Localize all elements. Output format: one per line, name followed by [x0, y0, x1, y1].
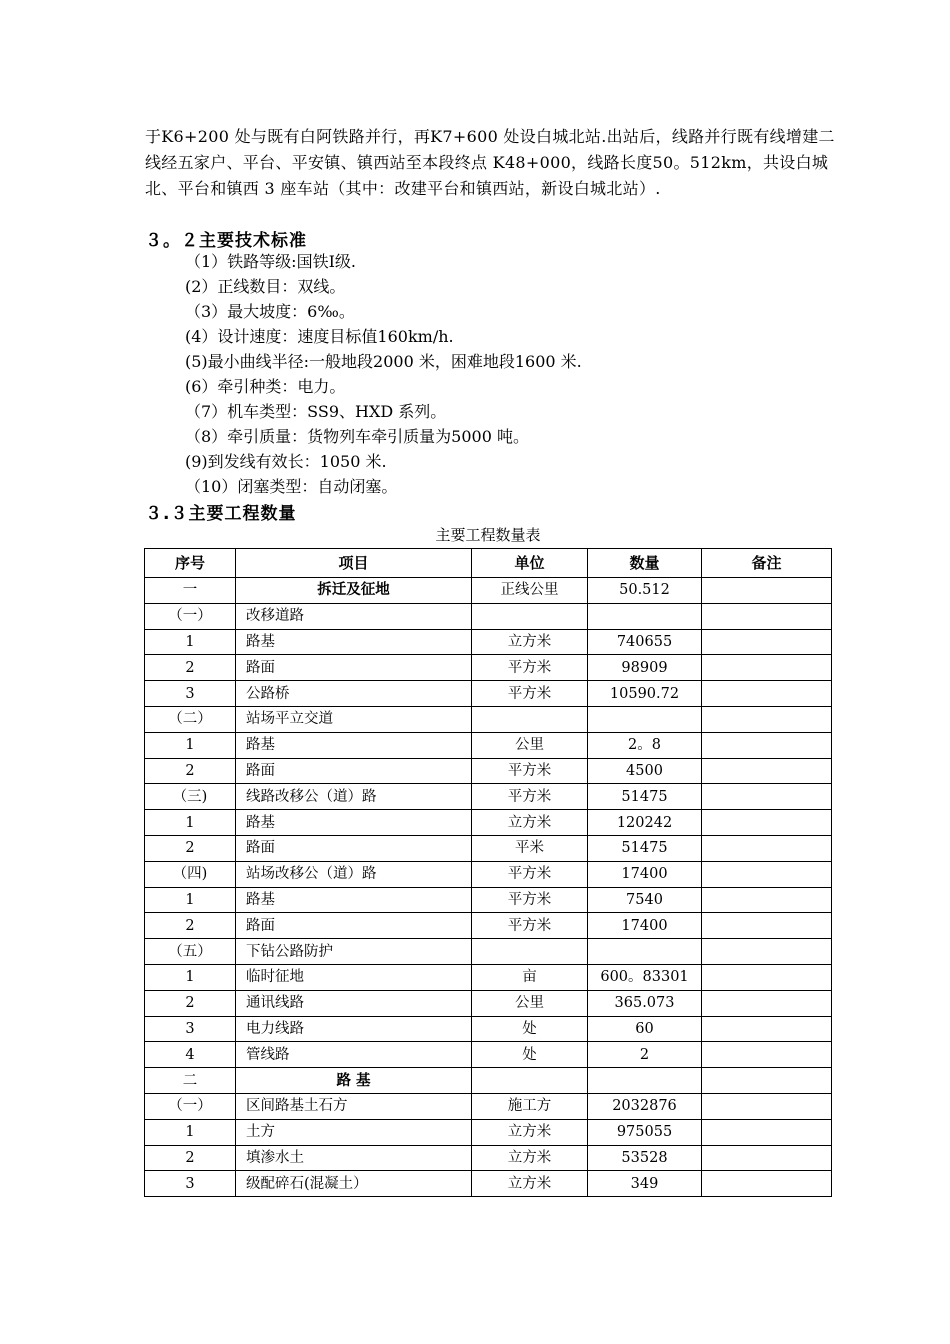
cell-item: 公路桥	[236, 681, 472, 707]
cell-unit: 平方米	[472, 681, 588, 707]
cell-item: 电力线路	[236, 1016, 472, 1042]
cell-remark	[702, 964, 832, 990]
table-row	[145, 655, 832, 681]
cell-quantity	[588, 706, 702, 732]
table-body	[145, 578, 832, 1197]
cell-quantity: 2	[588, 1042, 702, 1068]
cell-unit	[472, 603, 588, 629]
header-item: 项目	[236, 549, 472, 578]
cell-item: 路面	[236, 655, 472, 681]
header-remark: 备注	[702, 549, 832, 578]
cell-item: 路基	[236, 732, 472, 758]
cell-unit: 处	[472, 1016, 588, 1042]
cell-index: （四)	[145, 861, 236, 887]
cell-item: 线路改移公（道）路	[236, 784, 472, 810]
standard-item: (6）牵引种类：电力。	[185, 377, 346, 396]
cell-index: 3	[145, 681, 236, 707]
cell-index: 一	[145, 578, 236, 604]
cell-index: 2	[145, 758, 236, 784]
cell-index: 二	[145, 1068, 236, 1094]
cell-quantity	[588, 939, 702, 965]
cell-index: 2	[145, 1145, 236, 1171]
header-quantity: 数量	[588, 549, 702, 578]
cell-unit: 公里	[472, 990, 588, 1016]
cell-quantity	[588, 603, 702, 629]
cell-remark	[702, 732, 832, 758]
cell-remark	[702, 758, 832, 784]
cell-index: 1	[145, 1119, 236, 1145]
cell-index: 3	[145, 1171, 236, 1197]
table-row	[145, 861, 832, 887]
cell-quantity: 53528	[588, 1145, 702, 1171]
standard-item: （1）铁路等级:国铁Ⅰ级.	[185, 252, 356, 271]
section-heading-3-3: ３.３主要工程数量	[145, 504, 297, 524]
standard-item: (9)到发线有效长：1050 米.	[185, 452, 387, 471]
table-row	[145, 810, 832, 836]
table-row	[145, 681, 832, 707]
cell-index: （一）	[145, 603, 236, 629]
cell-remark	[702, 1068, 832, 1094]
cell-item: 拆迁及征地	[236, 578, 472, 604]
cell-quantity	[588, 1068, 702, 1094]
table-row	[145, 1119, 832, 1145]
cell-unit: 平方米	[472, 887, 588, 913]
standard-item: （3）最大坡度：6‰。	[185, 302, 355, 321]
table-row	[145, 603, 832, 629]
cell-item: 路基	[236, 887, 472, 913]
cell-unit: 立方米	[472, 1119, 588, 1145]
cell-index: 1	[145, 629, 236, 655]
table-row	[145, 1042, 832, 1068]
cell-item: 路面	[236, 835, 472, 861]
cell-item: 改移道路	[236, 603, 472, 629]
cell-remark	[702, 835, 832, 861]
cell-remark	[702, 861, 832, 887]
cell-remark	[702, 810, 832, 836]
cell-item: 临时征地	[236, 964, 472, 990]
table-row	[145, 990, 832, 1016]
cell-unit: 公里	[472, 732, 588, 758]
cell-remark	[702, 655, 832, 681]
cell-index: 2	[145, 913, 236, 939]
cell-unit: 平方米	[472, 784, 588, 810]
cell-index: （一）	[145, 1093, 236, 1119]
cell-quantity: 51475	[588, 835, 702, 861]
table-row	[145, 964, 832, 990]
table-row	[145, 784, 832, 810]
quantities-table	[144, 548, 832, 1197]
cell-quantity: 349	[588, 1171, 702, 1197]
table-row	[145, 732, 832, 758]
cell-quantity: 2。8	[588, 732, 702, 758]
cell-remark	[702, 1145, 832, 1171]
cell-remark	[702, 681, 832, 707]
cell-remark	[702, 990, 832, 1016]
table-row	[145, 939, 832, 965]
cell-item: 路基	[236, 810, 472, 836]
table-row	[145, 629, 832, 655]
cell-remark	[702, 1016, 832, 1042]
standard-item: （10）闭塞类型：自动闭塞。	[185, 477, 398, 496]
cell-index: 2	[145, 835, 236, 861]
cell-remark	[702, 629, 832, 655]
cell-item: 通讯线路	[236, 990, 472, 1016]
cell-unit: 处	[472, 1042, 588, 1068]
cell-unit	[472, 1068, 588, 1094]
table-row	[145, 1068, 832, 1094]
cell-item: 管线路	[236, 1042, 472, 1068]
cell-remark	[702, 939, 832, 965]
cell-unit: 亩	[472, 964, 588, 990]
cell-index: 2	[145, 990, 236, 1016]
cell-item: 路面	[236, 913, 472, 939]
cell-remark	[702, 784, 832, 810]
cell-item: 级配碎石(混凝土）	[236, 1171, 472, 1197]
standard-item: （7）机车类型：SS9、HXD 系列。	[185, 402, 447, 421]
table-header-row	[145, 549, 832, 578]
cell-unit: 正线公里	[472, 578, 588, 604]
cell-index: （二）	[145, 706, 236, 732]
cell-quantity: 50.512	[588, 578, 702, 604]
cell-index: （三)	[145, 784, 236, 810]
cell-unit: 立方米	[472, 1171, 588, 1197]
section-heading-3-2: ３。２主要技术标准	[145, 231, 307, 251]
table-row	[145, 1093, 832, 1119]
cell-quantity: 98909	[588, 655, 702, 681]
cell-index: 4	[145, 1042, 236, 1068]
cell-unit	[472, 939, 588, 965]
cell-index: 1	[145, 964, 236, 990]
table-row	[145, 578, 832, 604]
cell-quantity: 51475	[588, 784, 702, 810]
cell-remark	[702, 1042, 832, 1068]
cell-item: 土方	[236, 1119, 472, 1145]
cell-unit: 立方米	[472, 810, 588, 836]
cell-index: （五）	[145, 939, 236, 965]
cell-quantity: 975055	[588, 1119, 702, 1145]
cell-quantity: 10590.72	[588, 681, 702, 707]
cell-index: 1	[145, 810, 236, 836]
table-row	[145, 1145, 832, 1171]
cell-unit: 平方米	[472, 861, 588, 887]
cell-unit: 施工方	[472, 1093, 588, 1119]
table-row	[145, 758, 832, 784]
cell-unit: 平方米	[472, 655, 588, 681]
cell-unit: 平方米	[472, 913, 588, 939]
cell-quantity: 120242	[588, 810, 702, 836]
standard-item: (4）设计速度：速度目标值160km/h.	[185, 327, 454, 346]
cell-item: 填渗水土	[236, 1145, 472, 1171]
table-row	[145, 913, 832, 939]
cell-unit: 立方米	[472, 1145, 588, 1171]
header-unit: 单位	[472, 549, 588, 578]
cell-quantity: 365.073	[588, 990, 702, 1016]
cell-quantity: 740655	[588, 629, 702, 655]
cell-index: 1	[145, 887, 236, 913]
cell-quantity: 60	[588, 1016, 702, 1042]
table-row	[145, 887, 832, 913]
cell-item: 站场平立交道	[236, 706, 472, 732]
cell-item: 区间路基土石方	[236, 1093, 472, 1119]
cell-quantity: 17400	[588, 861, 702, 887]
cell-item: 路基	[236, 629, 472, 655]
table-row	[145, 835, 832, 861]
cell-remark	[702, 1093, 832, 1119]
cell-quantity: 7540	[588, 887, 702, 913]
cell-remark	[702, 1171, 832, 1197]
cell-remark	[702, 887, 832, 913]
standard-item: (2）正线数目：双线。	[185, 277, 346, 296]
cell-quantity: 4500	[588, 758, 702, 784]
table-row	[145, 1171, 832, 1197]
cell-item: 下钻公路防护	[236, 939, 472, 965]
cell-item: 站场改移公（道）路	[236, 861, 472, 887]
cell-index: 2	[145, 655, 236, 681]
cell-remark	[702, 578, 832, 604]
cell-remark	[702, 913, 832, 939]
cell-quantity: 2032876	[588, 1093, 702, 1119]
table-row	[145, 1016, 832, 1042]
cell-index: 3	[145, 1016, 236, 1042]
cell-index: 1	[145, 732, 236, 758]
intro-paragraph: 于K6+200 处与既有白阿铁路并行，再K7+600 处设白城北站.出站后，线路并行既有线增建二线经五家户、平台、平安镇、镇西站至本段终点 K48+000，线路长度50。512km，共设白城北、平台和镇西 3 座车站（其中：改建平台和镇西站，新设白城北站）.	[145, 127, 835, 198]
header-index: 序号	[145, 549, 236, 578]
cell-unit: 立方米	[472, 629, 588, 655]
cell-remark	[702, 603, 832, 629]
cell-unit: 平米	[472, 835, 588, 861]
cell-item: 路 基	[236, 1068, 472, 1094]
table-caption: 主要工程数量表	[435, 526, 541, 544]
cell-quantity: 17400	[588, 913, 702, 939]
cell-quantity: 600。83301	[588, 964, 702, 990]
cell-remark	[702, 706, 832, 732]
cell-item: 路面	[236, 758, 472, 784]
standard-item: (5)最小曲线半径:一般地段2000 米，困难地段1600 米.	[185, 352, 582, 371]
cell-unit	[472, 706, 588, 732]
cell-unit: 平方米	[472, 758, 588, 784]
cell-remark	[702, 1119, 832, 1145]
table-row	[145, 706, 832, 732]
standard-item: （8）牵引质量：货物列车牵引质量为5000 吨。	[185, 427, 529, 446]
